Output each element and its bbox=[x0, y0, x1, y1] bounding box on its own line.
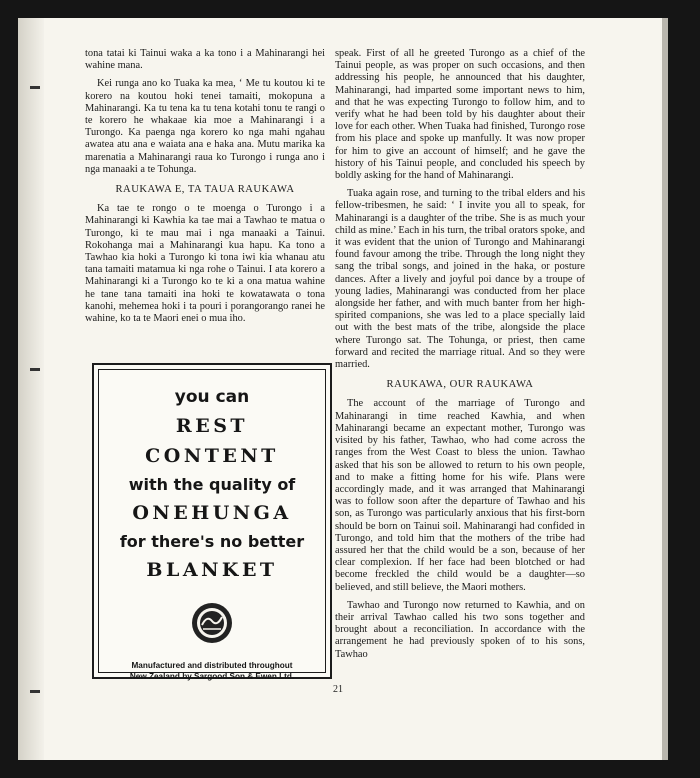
ad-footer: Manufactured and distributed throughout bbox=[131, 661, 293, 670]
paragraph: Kei runga ano ko Tuaka ka mea, ‘ Me tu koutou ki te korero na koutou hoki tenei tamaiti, mokopuna a Mahinarangi. Ka tu tena ka tu tena kotahi tonu te rangi o te korero he whakaae kia moe a Mahinarangi i a Turongo. Ka paenga nga korero ko nga mahi ngahau awatea atu ana e waiata ana e haka ana. Mutu marika ka marenatia a Mahinarangi raua ko Turongo i runga ano i nga manaaki a te Tohunga. bbox=[85, 78, 325, 175]
page-number: 21 bbox=[333, 684, 343, 695]
paragraph: Ka tae te rongo o te moenga o Turongo i a Mahinarangi ki Kawhia ka tae mai a Tawhao te matua o Turongo, ki te mau mai i nga manaaki a Tainui. Rokohanga mai a Mahinarangi kua hapu. Ka tono a Tawhao kia hoki a Turongo ki tona iwi kia whanau atu tana tamaiti matamua ki nga rohe o Tainui. I ata korero a Mahinarangi ki a Turongo ko te ki a ona matua wahine he tane tana tamaiti ina hoki te kowatawata o tona kanohi, mehemea hoki i ta pouri i porangorango ranei he wahine, ko ta te Maori enei o mua iho. bbox=[85, 203, 325, 325]
page-edge bbox=[662, 18, 668, 760]
paragraph: Tuaka again rose, and turning to the tribal elders and his fellow-tribesmen, he said: ‘ I invite you all to speak, for Mahinarangi is a daughter of the tribe. She is as much your child as mine.’ Each in his turn, the tribal orators spoke, and it was evident that the union of Turongo and Mahinarangi found favour among the tribe. Through the long night they sang the tribal songs, and joined in the haka, or posture dances. After a lively and joyful poi dance by a troupe of young ladies, Mahinarangi was conducted from her place alongside her father, and with much banter from her high-spirited companions, she was led to a place specially laid out with the best mats of the tribe, alongside the place where Turongo sat. The Tohunga, or priest, then came forward and recited the marriage ritual. And so they were married. bbox=[335, 188, 585, 371]
paragraph: The account of the marriage of Turongo and Mahinarangi in time reached Kawhia, and when Mahinarangi became an expectant mother, Turongo was visited by his father, Tawhao, who had come across the ranges from the West Coast to bless the union. Tawhao asked that his son be allowed to return to his own people, and to make a fitting home for his wife. Plans were accordingly made, and it was arranged that Mahinarangi was to follow soon after the departure of Tawhao and his son, as Turongo was particularly anxious that his first-born should be born on Tainui soil. Mahinarangi had confided in Turongo, and told him that the mothers of the tribe had assured her that the child would be a son, because of her clear complexion. If her face had been blotched or had become freckled the child would be a daughter—so believed, and still believe, the Maori mothers. bbox=[335, 398, 585, 593]
ad-line: you can bbox=[174, 387, 250, 407]
binding-stitch bbox=[30, 368, 40, 371]
ad-headline: BLANKET bbox=[146, 559, 278, 581]
ad-footer: New Zealand by Sargood Son & Ewen Ltd. bbox=[129, 671, 295, 681]
right-column bbox=[335, 48, 585, 667]
section-heading: RAUKAWA E, TA TAUA RAUKAWA bbox=[115, 184, 295, 196]
onehunga-blanket-advertisement bbox=[92, 363, 332, 679]
page-binding bbox=[18, 18, 44, 760]
ad-line: with the quality of bbox=[128, 475, 296, 494]
binding-stitch bbox=[30, 86, 40, 89]
left-column bbox=[85, 48, 325, 331]
paragraph: speak. First of all he greeted Turongo as a chief of the Tainui people, as was proper on such occasions, and then addressing his people, he announced that his daughter, Mahinarangi, had imparted some important news to him, and that he was expecting Turongo to follow him, and to verify what he had been told by his daughter about their love for each other. When Tuaka had finished, Turongo rose from his place and spoke up manfully. It was now proper for him to give an account of himself; and he gave the history of his Tainui people, and concluded his speech by boldly asking for the hand of Mahinarangi. bbox=[335, 48, 585, 182]
binding-stitch bbox=[30, 690, 40, 693]
ad-headline: CONTENT bbox=[145, 445, 279, 467]
section-heading: RAUKAWA, OUR RAUKAWA bbox=[386, 379, 534, 391]
paragraph: tona tatai ki Tainui waka a ka tono i a Mahinarangi hei wahine mana. bbox=[85, 48, 325, 72]
ad-headline: REST bbox=[175, 415, 249, 437]
paragraph: Tawhao and Turongo now returned to Kawhia, and on their arrival Tawhao called his two sons together and brought about a reconciliation. In accordance with the arrangement he had previously spoken of to his sons, Tawhao bbox=[335, 599, 585, 660]
advertisement-inner-border bbox=[98, 369, 326, 673]
ad-line: for there's no better bbox=[119, 532, 305, 551]
ad-brand: ONEHUNGA bbox=[132, 502, 292, 524]
